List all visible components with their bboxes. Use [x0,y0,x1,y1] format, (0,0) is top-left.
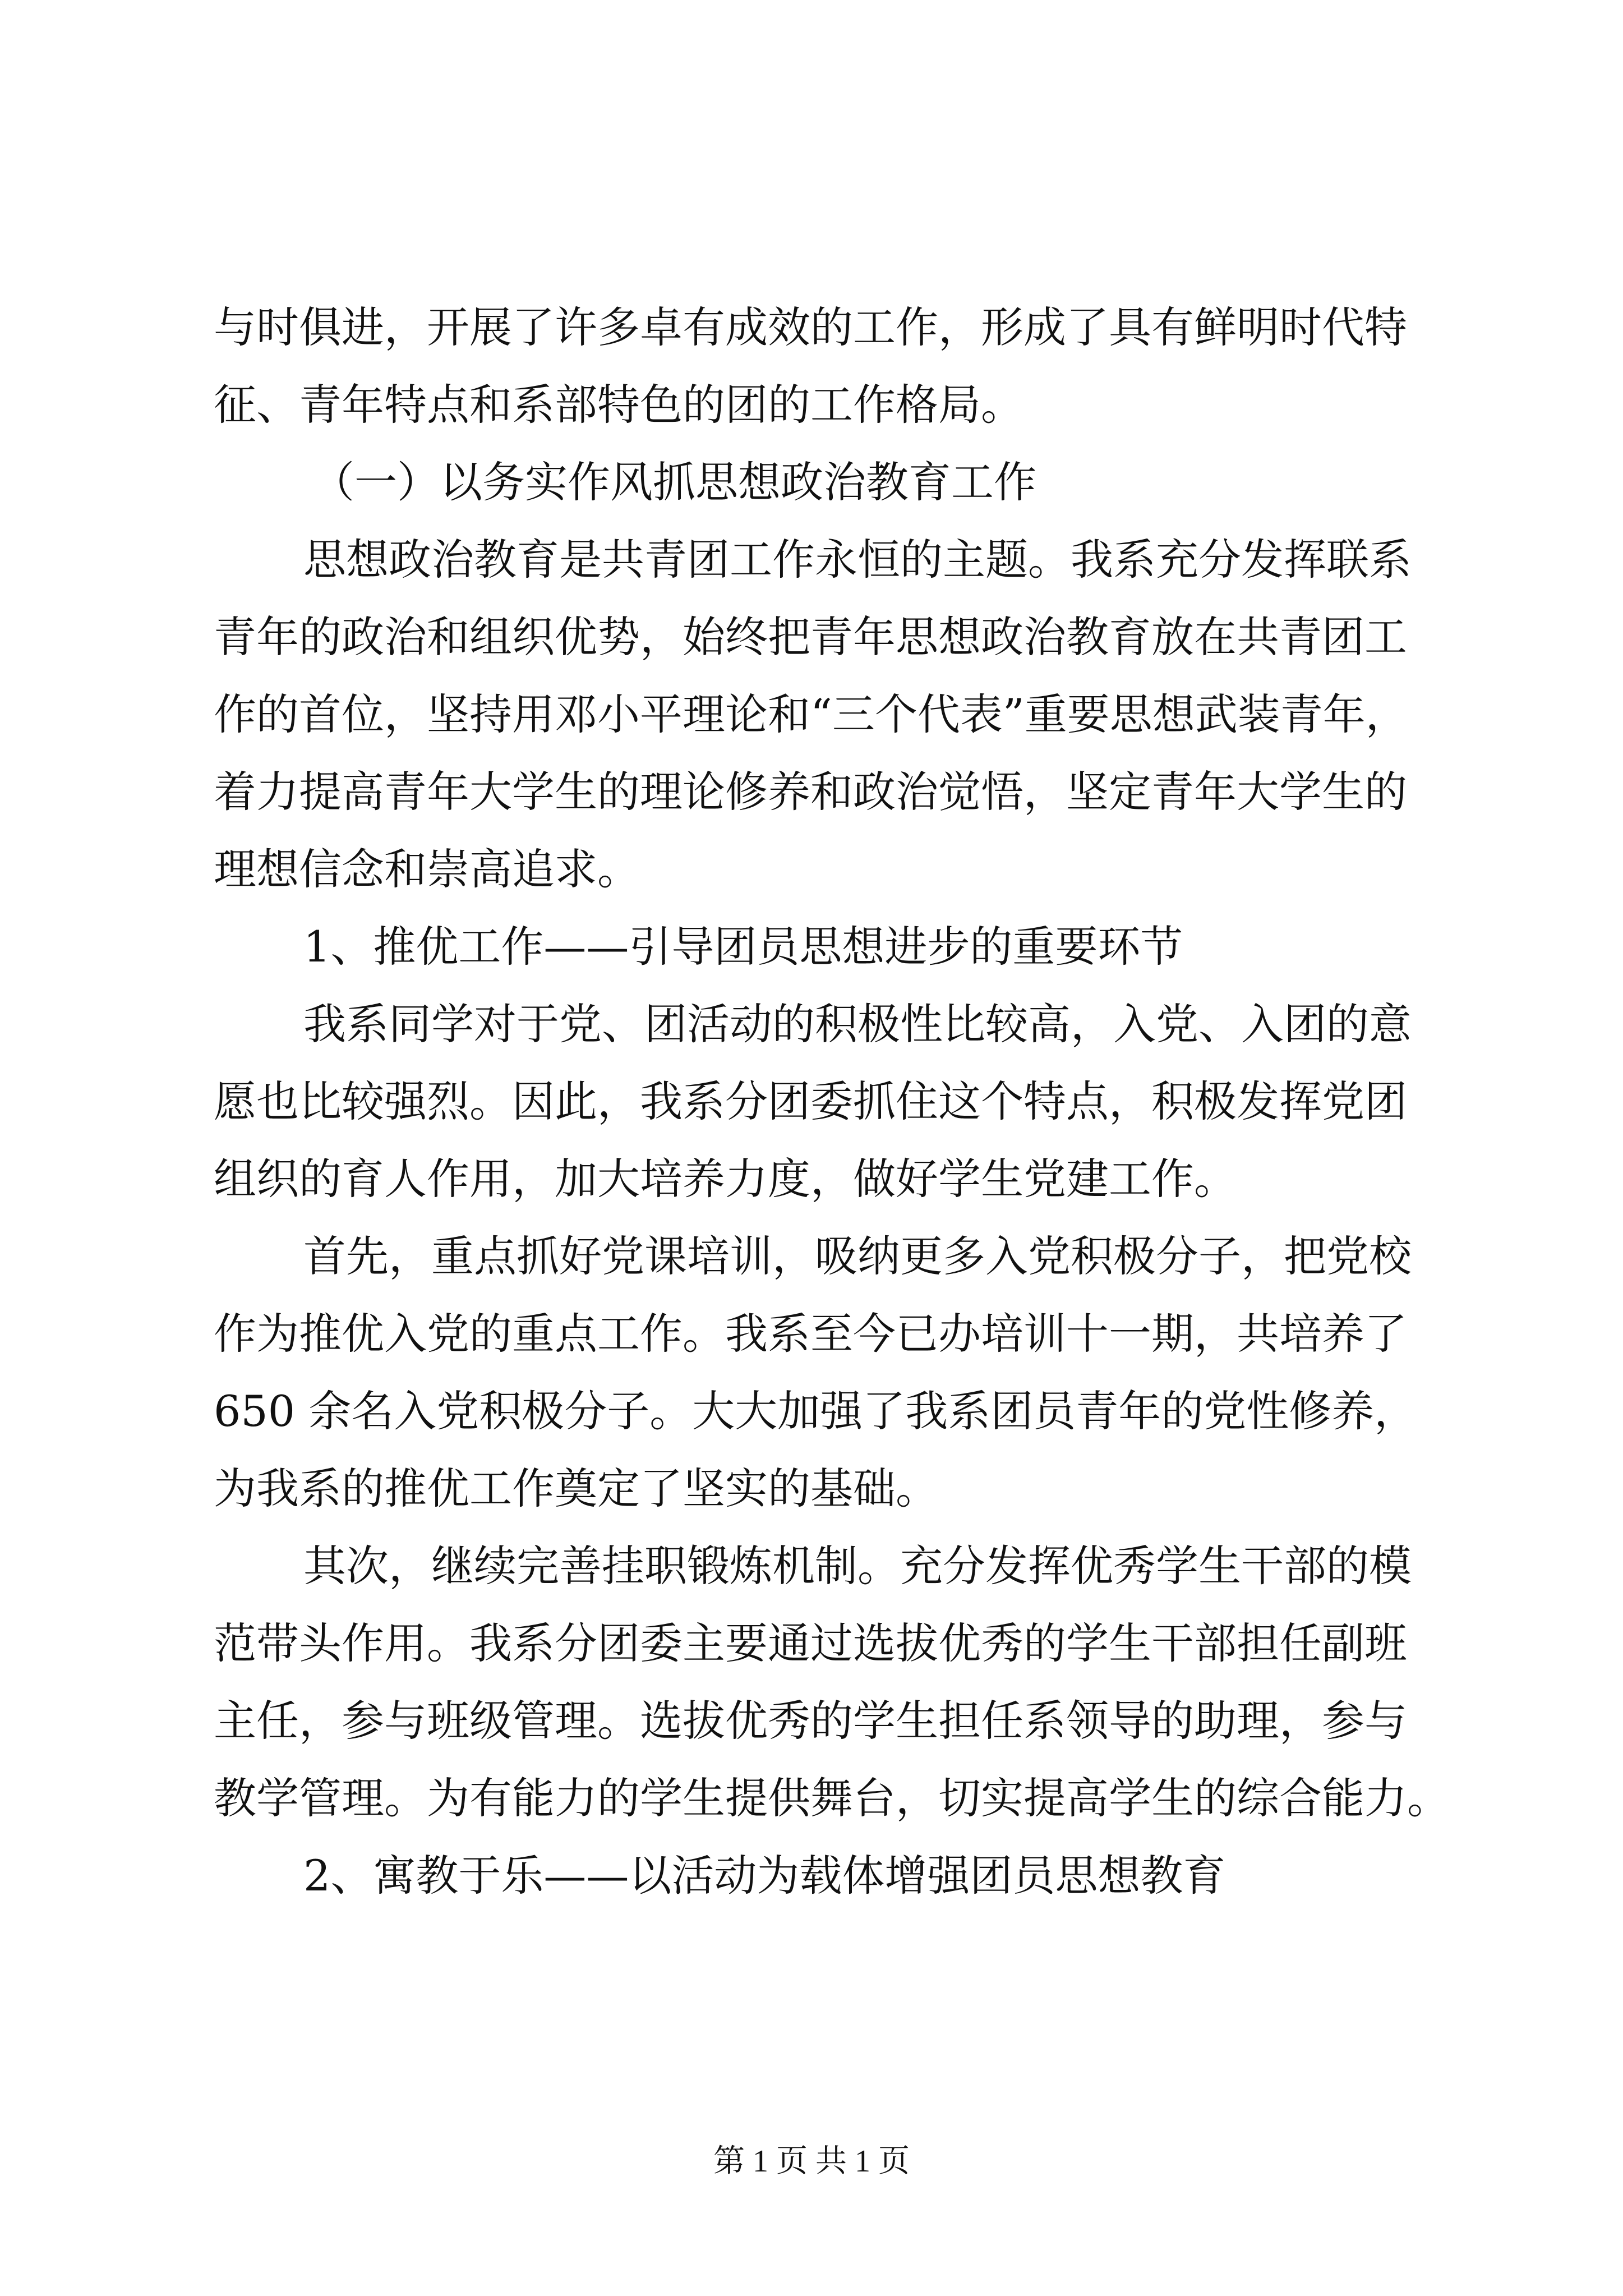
body-line: 首先，重点抓好党课培训，吸纳更多入党积极分子，把党校 [303,1231,1412,1281]
body-line: 着力提高青年大学生的理论修养和政治觉悟，坚定青年大学生的 [214,767,1407,817]
body-line: 主任，参与班级管理。选拔优秀的学生担任系领导的助理，参与 [214,1696,1407,1746]
body-line: 思想政治教育是共青团工作永恒的主题。我系充分发挥联系 [303,535,1412,585]
body-line: 为我系的推优工作奠定了坚实的基础。 [214,1464,938,1513]
subsection-heading: 2、寓教于乐——以活动为载体增强团员思想教育 [303,1851,1226,1901]
document-body [214,289,1450,1915]
body-line: 教学管理。为有能力的学生提供舞台，切实提高学生的综合能力。 [214,1773,1450,1823]
page-footer: 第 1 页 共 1 页 [713,2144,910,2179]
body-line: 650 余名入党积极分子。大大加强了我系团员青年的党性修养， [214,1386,1417,1436]
body-line: 青年的政治和组织优势，始终把青年思想政治教育放在共青团工 [214,612,1407,662]
body-line: 作为推优入党的重点工作。我系至今已办培训十一期，共培养了 [214,1309,1407,1359]
section-heading: （一）以务实作风抓思想政治教育工作 [312,457,1036,507]
body-line: 与时俱进，开展了许多卓有成效的工作，形成了具有鲜明时代特 [214,302,1407,352]
body-line: 愿也比较强烈。因此，我系分团委抓住这个特点，积极发挥党团 [214,1076,1407,1126]
body-line: 其次，继续完善挂职锻炼机制。充分发挥优秀学生干部的模 [303,1541,1412,1591]
body-line: 作的首位，坚持用邓小平理论和“三个代表”重要思想武装青年， [214,689,1408,739]
body-line: 我系同学对于党、团活动的积极性比较高，入党、入团的意 [303,999,1412,1049]
body-line: 理想信念和崇高追求。 [214,844,640,894]
body-line: 征、青年特点和系部特色的团的工作格局。 [214,380,1023,430]
body-line: 组织的育人作用，加大培养力度，做好学生党建工作。 [214,1154,1237,1204]
subsection-heading: 1、推优工作——引导团员思想进步的重要环节 [303,922,1183,972]
body-line: 范带头作用。我系分团委主要通过选拔优秀的学生干部担任副班 [214,1618,1407,1668]
